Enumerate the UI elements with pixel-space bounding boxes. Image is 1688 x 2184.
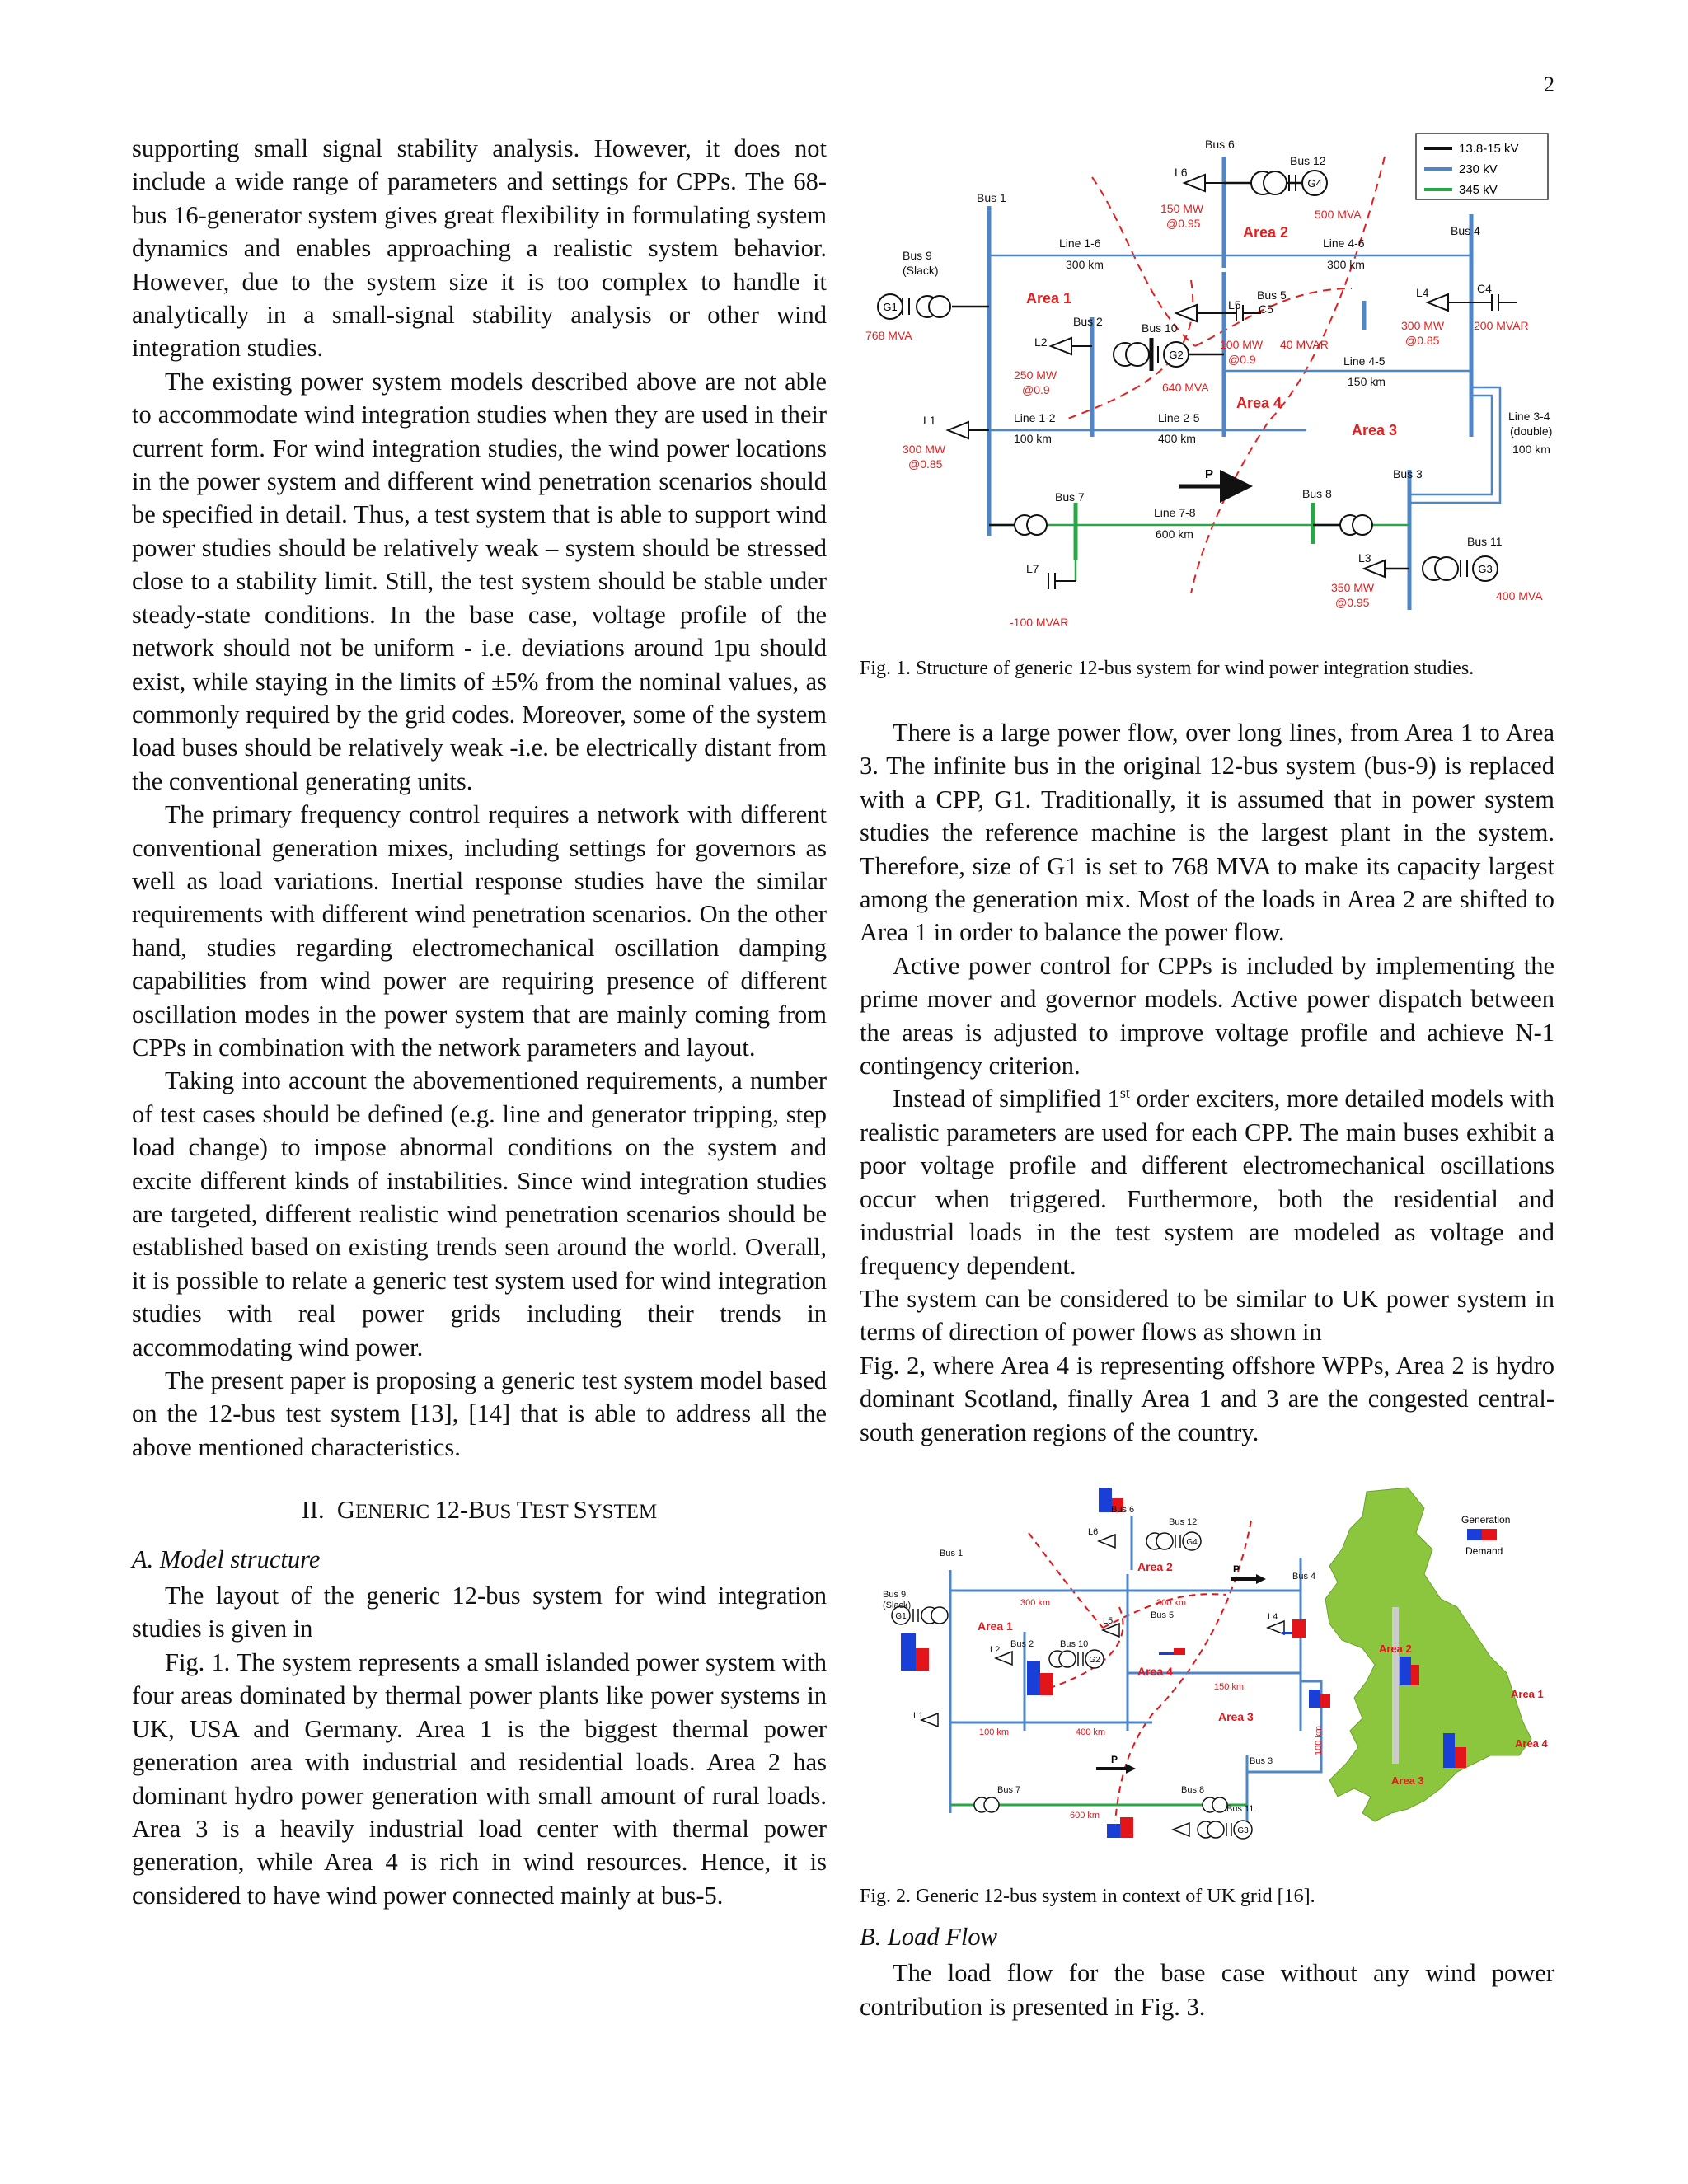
- fig2-km-labels: [979, 1598, 1324, 1821]
- svg-text:L4: L4: [1268, 1612, 1278, 1622]
- svg-text:300 km: 300 km: [1327, 258, 1365, 271]
- svg-text:300 MW: 300 MW: [1401, 319, 1445, 332]
- figure-1-caption: Fig. 1. Structure of generic 12-bus system for wind power integration studies.: [860, 658, 1475, 679]
- svg-text:(Slack): (Slack): [883, 1601, 912, 1610]
- svg-text:Bus 12: Bus 12: [1290, 154, 1326, 167]
- svg-text:G2: G2: [1169, 349, 1184, 361]
- uk-map: [1325, 1488, 1531, 1821]
- svg-text:600 km: 600 km: [1070, 1811, 1100, 1821]
- paragraph: supporting small signal stability analysis. However, it does not include a wide range of parameters and settings for CPPs. The 68-bus 16-generator system gives great flexibility in formulating system dynamics and enables approaching a realistic system behavior. However, due to the system size it is too complex to handle it analytically in a small-signal stability analysis or other wind integration studies.: [132, 134, 827, 363]
- svg-text:Bus 12: Bus 12: [1169, 1517, 1198, 1527]
- fig2-flow-labels: [1111, 1563, 1240, 1765]
- svg-text:230 kV: 230 kV: [1459, 162, 1498, 176]
- svg-text:@0.9: @0.9: [1228, 353, 1256, 366]
- svg-text:Bus 5: Bus 5: [1257, 288, 1287, 302]
- svg-text:Bus 2: Bus 2: [1073, 315, 1103, 328]
- paragraph: Taking into account the abovementioned requirements, a number of test cases should be defined (e.g. line and generator tripping, step load change) to impose abnormal conditions on the system and excite different kinds of instabilities. Since wind integration studies are targeted, different realistic wind penetration scenarios should be established based on existing trends seen around the world. Overall, it is possible to relate a generic test system used for wind integration studies with real power grids including their trends in accommodating wind power.: [132, 1066, 827, 1361]
- bus-bars: [989, 157, 1471, 610]
- svg-text:Bus 3: Bus 3: [1250, 1756, 1273, 1766]
- svg-text:Area 2: Area 2: [1379, 1643, 1412, 1655]
- svg-text:Line 1-6: Line 1-6: [1059, 237, 1101, 250]
- subsection-heading: A. Model structure: [132, 1544, 321, 1573]
- svg-text:350 MW: 350 MW: [1331, 581, 1375, 594]
- paragraph: Active power control for CPPs is included by implementing the prime mover and governor models. Active power dispatch between the areas is adjusted to improve voltage profile and achieve N-1 contingency criterion.: [860, 951, 1554, 1080]
- svg-text:(double): (double): [1510, 424, 1553, 438]
- svg-text:Bus 6: Bus 6: [1111, 1505, 1135, 1515]
- svg-text:Line 2-5: Line 2-5: [1158, 411, 1200, 424]
- svg-text:Line 7-8: Line 7-8: [1154, 506, 1196, 519]
- svg-text:(Slack): (Slack): [903, 264, 939, 277]
- svg-text:400 MVA: 400 MVA: [1496, 589, 1543, 602]
- paragraph: Instead of simplified 1st order exciters, more detailed models with realistic parameters are used for each CPP. The main buses exhibit a poor voltage profile and different electromechanical oscillations occur when triggered. Furthermore, both the residential and industrial loads in the test system are modeled as voltage and frequency dependent.: [860, 1085, 1554, 1280]
- fig2-legend: [1461, 1514, 1510, 1557]
- svg-text:Bus 8: Bus 8: [1302, 487, 1332, 500]
- svg-text:100 km: 100 km: [1314, 1725, 1324, 1755]
- svg-text:300 MW: 300 MW: [903, 443, 946, 456]
- right-column-upper: [860, 716, 1554, 1449]
- svg-text:G4: G4: [1186, 1538, 1198, 1547]
- svg-text:@0.9: @0.9: [1022, 383, 1050, 396]
- svg-text:100 km: 100 km: [1512, 443, 1550, 456]
- svg-text:Bus 2: Bus 2: [1010, 1639, 1034, 1649]
- paragraph: The primary frequency control requires a network with different conventional generation mixes, including settings for governors as well as load variations. Inertial response studies have the similar requirements with different wind penetration scenarios. On the other hand, studies regarding electromechanical oscillation damping capabilities from wind power are requiring presence of different oscillation modes in the power system that are mainly coming from CPPs in combination with the network parameters and layout.: [132, 800, 827, 1062]
- svg-text:100 MW: 100 MW: [1220, 338, 1264, 351]
- svg-text:Area 3: Area 3: [1391, 1774, 1424, 1787]
- figure-1-diagram: [857, 124, 1566, 639]
- svg-text:L5: L5: [1103, 1616, 1114, 1626]
- svg-text:G4: G4: [1307, 177, 1322, 190]
- fig2-network: [950, 1516, 1321, 1830]
- svg-text:C5: C5: [1259, 302, 1273, 316]
- figure-2-diagram: [880, 1483, 1564, 1854]
- svg-text:Bus 4: Bus 4: [1292, 1572, 1316, 1582]
- generators: [878, 171, 1498, 581]
- svg-text:Area 4: Area 4: [1515, 1737, 1548, 1750]
- svg-text:G3: G3: [1478, 563, 1493, 575]
- svg-text:500 MVA: 500 MVA: [1315, 208, 1362, 221]
- svg-text:Bus 10: Bus 10: [1060, 1639, 1089, 1649]
- right-column-lower: [860, 1920, 1554, 2023]
- svg-text:Area 2: Area 2: [1243, 224, 1289, 241]
- svg-text:Bus 1: Bus 1: [977, 191, 1006, 204]
- svg-text:Area 4: Area 4: [1137, 1665, 1173, 1678]
- svg-text:600 km: 600 km: [1156, 527, 1193, 541]
- svg-text:13.8-15 kV: 13.8-15 kV: [1459, 142, 1519, 156]
- subsection-heading: B. Load Flow: [860, 1923, 997, 1951]
- svg-text:150 MW: 150 MW: [1160, 202, 1204, 215]
- section-heading: II. GENERIC 12-BUS TEST SYSTEM: [301, 1496, 658, 1525]
- svg-text:L1: L1: [923, 414, 936, 427]
- svg-text:640 MVA: 640 MVA: [1162, 381, 1209, 394]
- legend: [1416, 134, 1548, 199]
- svg-text:Bus 7: Bus 7: [1055, 490, 1085, 504]
- paragraph: The layout of the generic 12-bus system for wind integration studies is given in: [132, 1582, 827, 1643]
- svg-text:@0.95: @0.95: [1166, 217, 1201, 230]
- paragraph: The system can be considered to be similar to UK power system in terms of direction of power flows as shown in: [860, 1284, 1554, 1347]
- figure-2-caption: Fig. 2. Generic 12-bus system in context of UK grid [16].: [860, 1886, 1315, 1907]
- svg-text:Area 3: Area 3: [1218, 1710, 1254, 1723]
- svg-text:300 km: 300 km: [1156, 1598, 1187, 1608]
- svg-text:L4: L4: [1416, 286, 1429, 299]
- paragraph: There is a large power flow, over long lines, from Area 1 to Area 3. The infinite bus in the original 12-bus system (bus-9) is replaced with a CPP, G1. Traditionally, it is assumed that in power system studies the reference machine is the largest plant in the system. Therefore, size of G1 is set to 768 MVA to make its capacity largest among the generation mix. Most of the loads in Area 2 are shifted to Area 1 in order to balance the power flow.: [860, 719, 1554, 947]
- svg-text:G2: G2: [1089, 1656, 1100, 1665]
- svg-text:150 km: 150 km: [1214, 1682, 1245, 1692]
- svg-text:Bus 5: Bus 5: [1151, 1610, 1175, 1620]
- power-flow-label: P: [1205, 467, 1214, 481]
- svg-text:@0.85: @0.85: [908, 457, 943, 471]
- svg-text:L1: L1: [913, 1711, 924, 1721]
- svg-text:L6: L6: [1175, 166, 1188, 179]
- svg-text:G1: G1: [895, 1612, 907, 1621]
- svg-text:Area 2: Area 2: [1137, 1560, 1173, 1573]
- svg-text:Line 4-5: Line 4-5: [1343, 354, 1386, 368]
- svg-text:Generation: Generation: [1461, 1514, 1511, 1526]
- svg-text:Bus 7: Bus 7: [997, 1785, 1021, 1795]
- svg-text:@0.95: @0.95: [1335, 596, 1370, 609]
- svg-text:Bus 9: Bus 9: [883, 1590, 907, 1600]
- svg-text:Bus 3: Bus 3: [1393, 467, 1423, 480]
- svg-text:300 km: 300 km: [1066, 258, 1104, 271]
- svg-text:100 km: 100 km: [1014, 432, 1052, 445]
- svg-text:Line 1-2: Line 1-2: [1014, 411, 1056, 424]
- svg-text:Bus 4: Bus 4: [1451, 224, 1480, 237]
- paragraph: Fig. 2, where Area 4 is representing offshore WPPs, Area 2 is hydro dominant Scotland, finally Area 1 and 3 are the congested central-south generation regions of the country.: [860, 1351, 1554, 1446]
- svg-text:200 MVAR: 200 MVAR: [1474, 319, 1529, 332]
- svg-text:768 MVA: 768 MVA: [865, 329, 912, 342]
- svg-text:Bus 11: Bus 11: [1467, 535, 1503, 548]
- svg-text:Line 4-6: Line 4-6: [1323, 237, 1365, 250]
- svg-text:L5: L5: [1228, 298, 1241, 312]
- svg-text:L7: L7: [1026, 562, 1039, 575]
- page-number: 2: [1544, 73, 1554, 96]
- svg-text:L2: L2: [1034, 335, 1048, 349]
- svg-text:Bus 6: Bus 6: [1205, 138, 1235, 151]
- svg-text:L3: L3: [1358, 551, 1372, 565]
- left-column: [132, 132, 827, 1912]
- svg-text:100 km: 100 km: [979, 1727, 1010, 1737]
- svg-text:Bus 9: Bus 9: [903, 249, 932, 262]
- svg-text:G3: G3: [1237, 1826, 1249, 1835]
- svg-text:L2: L2: [990, 1645, 1001, 1655]
- svg-text:300 km: 300 km: [1020, 1598, 1051, 1608]
- svg-text:-100 MVAR: -100 MVAR: [1010, 616, 1069, 629]
- paragraph: The existing power system models described above are not able to accommodate wind integration studies when they are used in their current form. For wind integration studies, the wind power locations in the power system and different wind penetration scenarios should be specified in detail. Thus, a test system that is able to support wind power studies should be relatively weak – system should be stressed close to a stability limit. Still, the test system should be stable under steady-state conditions. In the base case, voltage profile of the network should not be uniform - i.e. deviations around 1pu should exist, while staying in the limits of ±5% from the nominal values, as commonly required by the grid codes. Moreover, some of the system load buses should be relatively weak -i.e. be electrically distant from the conventional generating units.: [132, 367, 827, 795]
- svg-text:Line 3-4: Line 3-4: [1508, 410, 1550, 423]
- svg-text:Area 1: Area 1: [978, 1619, 1013, 1633]
- svg-text:G1: G1: [883, 301, 898, 313]
- svg-text:Area 4: Area 4: [1236, 395, 1282, 411]
- svg-text:Demand: Demand: [1465, 1545, 1503, 1557]
- svg-text:@0.85: @0.85: [1405, 334, 1440, 347]
- svg-text:Bus 8: Bus 8: [1181, 1785, 1205, 1795]
- svg-text:250 MW: 250 MW: [1014, 368, 1057, 382]
- svg-text:400 km: 400 km: [1158, 432, 1196, 445]
- svg-text:P: P: [1111, 1754, 1118, 1765]
- paragraph: The load flow for the base case without any wind power contribution is presented in Fig. 3.: [860, 1959, 1554, 2021]
- svg-text:Bus 1: Bus 1: [940, 1549, 964, 1558]
- svg-text:C4: C4: [1477, 282, 1492, 295]
- svg-text:Area 1: Area 1: [1511, 1688, 1544, 1700]
- svg-text:Area 1: Area 1: [1026, 290, 1072, 307]
- svg-text:L6: L6: [1088, 1527, 1099, 1537]
- svg-text:40 MVAR: 40 MVAR: [1280, 338, 1329, 351]
- paragraph: Fig. 1. The system represents a small islanded power system with four areas dominated by thermal power plants like power systems in UK, USA and Germany. Area 1 is the biggest thermal power generation area with industrial and residential loads. Area 2 has dominant hydro power generation with small amount of rural loads. Area 3 is a heavily industrial load center with thermal power generation, while Area 4 is rich in wind resources. Hence, it is considered to have wind power connected mainly at bus-5.: [132, 1647, 827, 1910]
- svg-text:345 kV: 345 kV: [1459, 183, 1498, 197]
- svg-text:P: P: [1233, 1563, 1240, 1575]
- svg-text:400 km: 400 km: [1076, 1727, 1106, 1737]
- svg-text:Bus 11: Bus 11: [1226, 1804, 1254, 1814]
- svg-text:150 km: 150 km: [1348, 375, 1386, 388]
- svg-text:Area 3: Area 3: [1352, 422, 1398, 438]
- svg-text:Bus 10: Bus 10: [1142, 321, 1178, 335]
- paragraph: The present paper is proposing a generic test system model based on the 12-bus test system [13], [14] that is able to address all the above mentioned characteristics.: [132, 1366, 827, 1461]
